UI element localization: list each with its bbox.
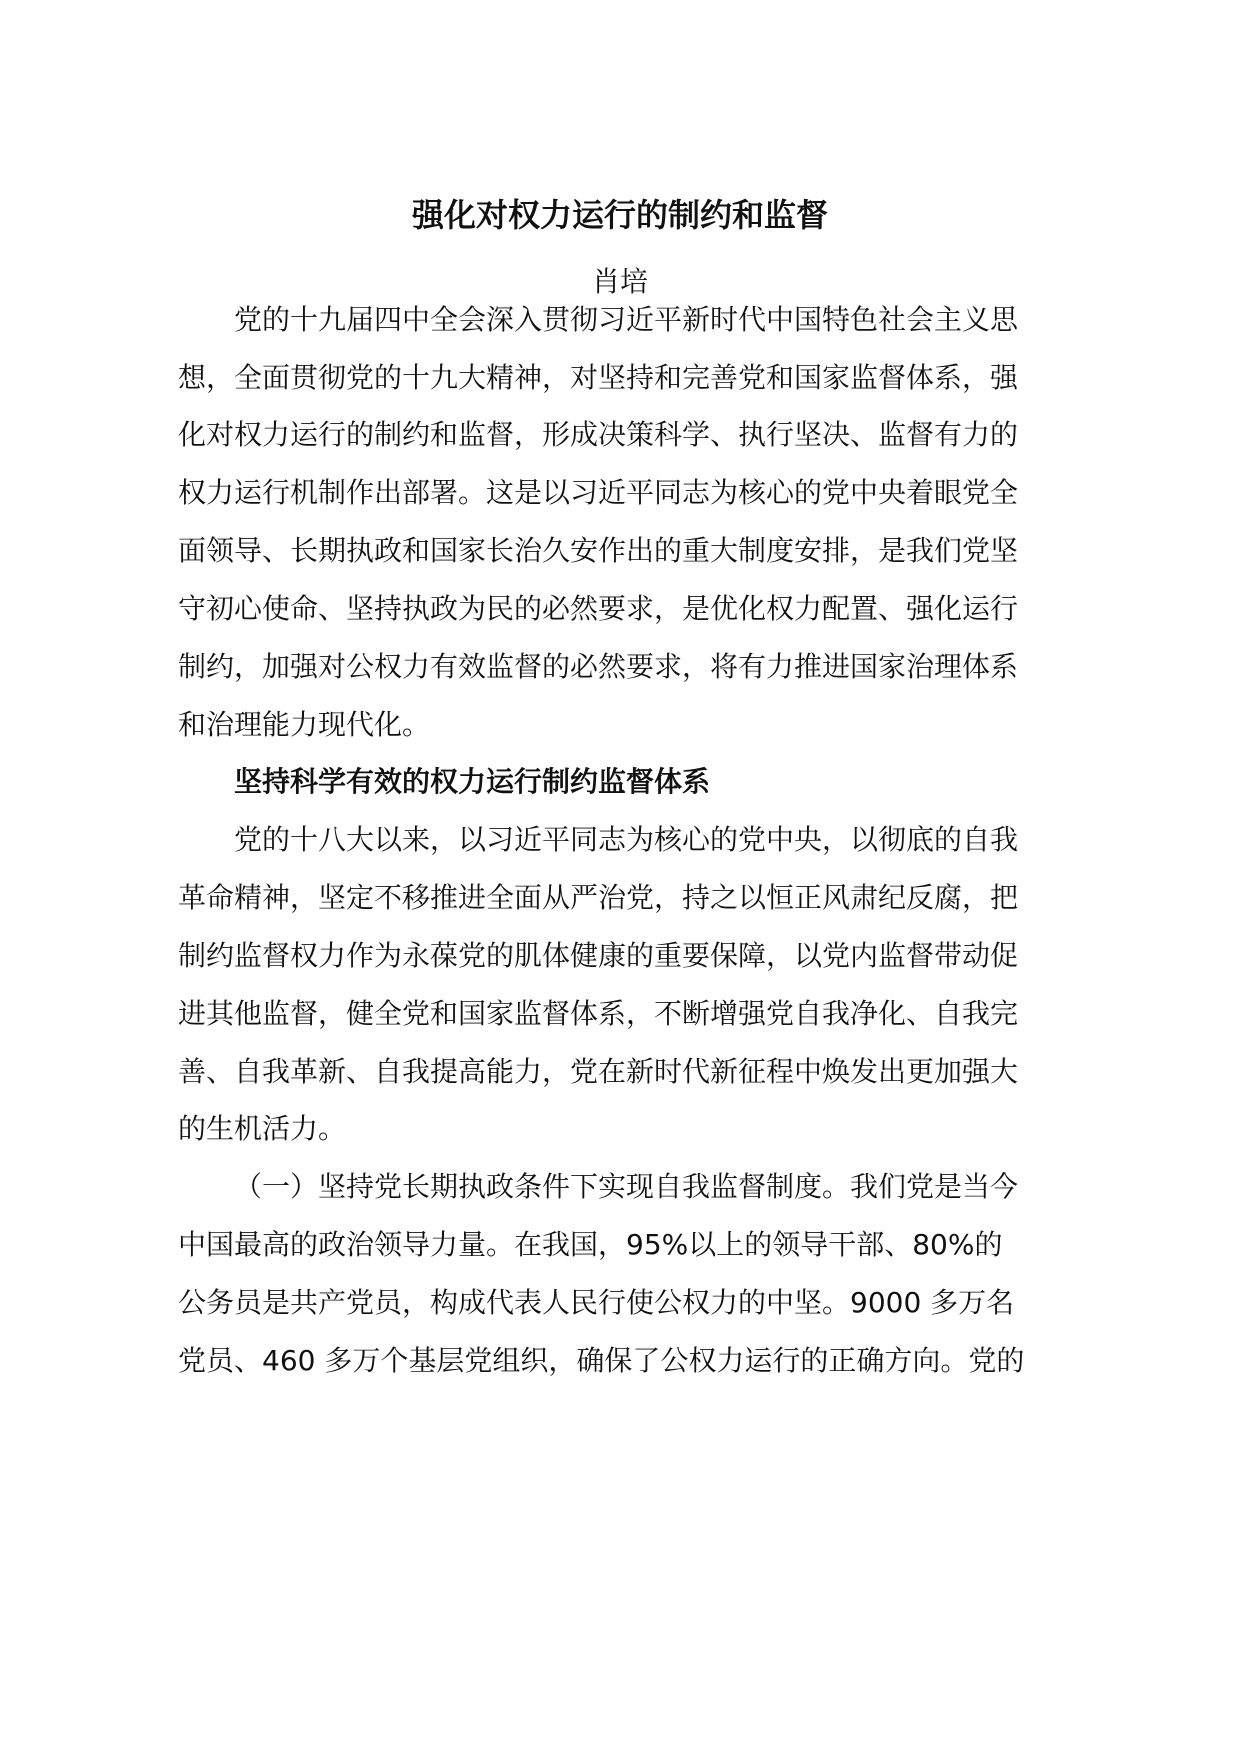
subsection-line: 党员、460 多万个基层党组织，确保了公权力运行的正确方向。党的	[178, 1344, 1025, 1377]
section-heading: 坚持科学有效的权力运行制约监督体系	[234, 765, 711, 798]
intro-line: 党的十九届四中全会深入贯彻习近平新时代中国特色社会主义思	[234, 303, 1019, 336]
subsection-line: （一）坚持党长期执政条件下实现自我监督制度。我们党是当今	[234, 1170, 1019, 1203]
intro-line: 制约，加强对公权力有效监督的必然要求，将有力推进国家治理体系	[178, 650, 1019, 683]
intro-line: 面领导、长期执政和国家长治久安作出的重大制度安排，是我们党坚	[178, 534, 1019, 567]
document-author: 肖培	[591, 265, 648, 298]
document-title: 强化对权力运行的制约和监督	[411, 196, 828, 234]
intro-line: 守初心使命、坚持执政为民的必然要求，是优化权力配置、强化运行	[178, 592, 1019, 625]
intro-line: 想，全面贯彻党的十九大精神，对坚持和完善党和国家监督体系，强	[178, 361, 1019, 394]
intro-line: 权力运行机制作出部署。这是以习近平同志为核心的党中央着眼党全	[178, 476, 1019, 509]
section-para-line: 制约监督权力作为永葆党的肌体健康的重要保障，以党内监督带动促	[178, 939, 1019, 972]
section-para-line: 革命精神，坚定不移推进全面从严治党，持之以恒正风肃纪反腐，把	[178, 881, 1019, 914]
section-para-line: 的生机活力。	[178, 1112, 347, 1145]
subsection-line: 中国最高的政治领导力量。在我国，95%以上的领导干部、80%的	[178, 1228, 1003, 1261]
section-para-line: 党的十八大以来，以习近平同志为核心的党中央，以彻底的自我	[234, 823, 1019, 856]
intro-line: 和治理能力现代化。	[178, 708, 431, 741]
section-para-line: 善、自我革新、自我提高能力，党在新时代新征程中焕发出更加强大	[178, 1055, 1019, 1088]
subsection-line: 公务员是共产党员，构成代表人民行使公权力的中坚。9000 多万名	[178, 1286, 1015, 1319]
section-para-line: 进其他监督，健全党和国家监督体系，不断增强党自我净化、自我完	[178, 997, 1019, 1030]
intro-line: 化对权力运行的制约和监督，形成决策科学、执行坚决、监督有力的	[178, 418, 1019, 451]
